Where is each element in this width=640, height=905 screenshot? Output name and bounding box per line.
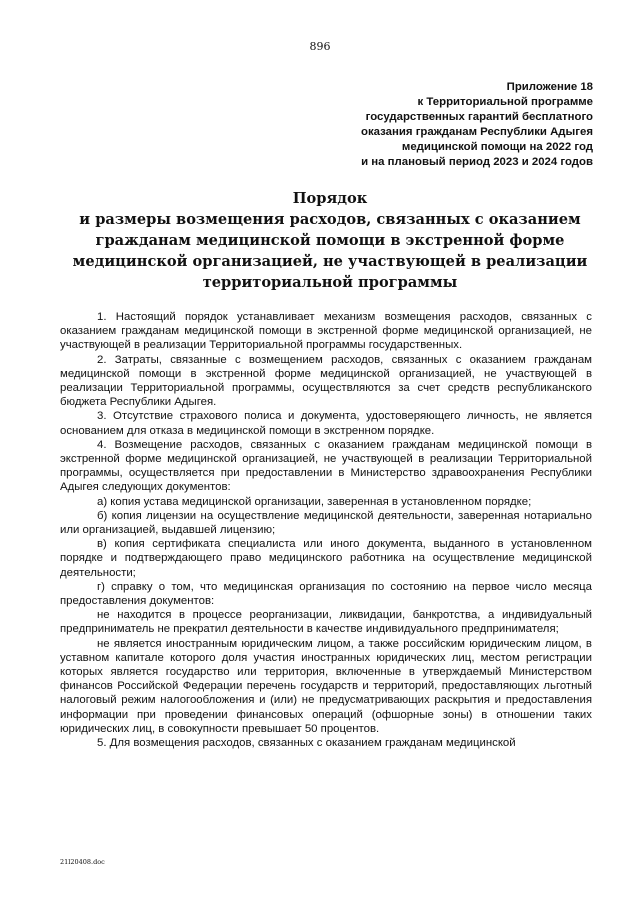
paragraph: а) копия устава медицинской организации, заверенная в установленном порядке; (97, 495, 532, 508)
paragraph: 5. Для возмещения расходов, связанных с оказанием гражданам медицинской (97, 737, 516, 750)
paragraph: не является иностранным юридическим лицом, а также российским юридическим лицом, в уставном капитале которого доля участия иностранных юридических лиц, местом регистрации которых является государство или территория, включенные в утверждаемый Министерством финансов Российской Федерации перечень государств и территорий, предоставляющих льготный налоговый режим налогообложения и (или) не предусматривающих раскрытия и предоставления информации при проведении финансовых операций (офшорные зоны) в отношении таких юридических лиц, в совокупности превышает 50 процентов. (60, 637, 592, 735)
paragraph: 4. Возмещение расходов, связанных с оказанием гражданам медицинской помощи в экстренной форме медицинской организацией, не участвующей в реализации Территориальной программы, осуществляется при предоставлении в Министерство здравоохранения Республики Адыгея следующих документов: (60, 438, 592, 494)
document-title (60, 188, 600, 293)
footer-file-code: 21l20408.doc (60, 858, 105, 866)
title-line: Порядок (292, 190, 368, 207)
paragraph: 1. Настоящий порядок устанавливает механизм возмещения расходов, связанных с оказанием гражданам медицинской помощи в экстренной форме медицинской организацией, не участвующей в реализации Территориальной программы государственных. (60, 311, 592, 352)
appendix-line: и на плановый период 2023 и 2024 годов (361, 156, 593, 168)
appendix-line: Приложение 18 (506, 81, 593, 93)
paragraph: 3. Отсутствие страхового полиса и документа, удостоверяющего личность, не является основанием для отказа в медицинской помощи в экстренном порядке. (60, 410, 592, 437)
title-line: территориальной программы (202, 274, 458, 291)
appendix-line: государственных гарантий бесплатного (365, 111, 593, 123)
title-line: гражданам медицинской помощи в экстренной форме (95, 232, 565, 249)
appendix-header (361, 80, 593, 170)
paragraph: не находится в процессе реорганизации, ликвидации, банкротства, а индивидуальный предприниматель не прекратил деятельности в качестве индивидуального предпринимателя; (60, 609, 592, 636)
document-body (60, 310, 592, 750)
appendix-line: медицинской помощи на 2022 год (401, 141, 593, 153)
appendix-line: к Территориальной программе (417, 96, 593, 108)
appendix-line: оказания гражданам Республики Адыгея (361, 126, 593, 138)
paragraph: в) копия сертификата специалиста или иного документа, выданного в установленном порядке и подтверждающего право медицинского работника на осуществление медицинской деятельности; (60, 538, 592, 579)
paragraph: г) справку о том, что медицинская организация по состоянию на первое число месяца предоставления документов: (60, 580, 592, 608)
paragraph: б) копия лицензии на осуществление медицинской деятельности, заверенная нотариально или организацией, выдавшей лицензию; (60, 509, 592, 537)
page-number: 896 (309, 40, 331, 53)
title-line: и размеры возмещения расходов, связанных с оказанием (79, 211, 581, 228)
paragraph: 2. Затраты, связанные с возмещением расходов, связанных с оказанием гражданам медицинской помощи в экстренной форме медицинской организацией, не участвующей в реализации Территориальной программы, осуществляются за счет средств республиканского бюджета Республики Адыгея. (60, 353, 592, 409)
title-line: медицинской организацией, не участвующей в реализации (72, 253, 588, 270)
